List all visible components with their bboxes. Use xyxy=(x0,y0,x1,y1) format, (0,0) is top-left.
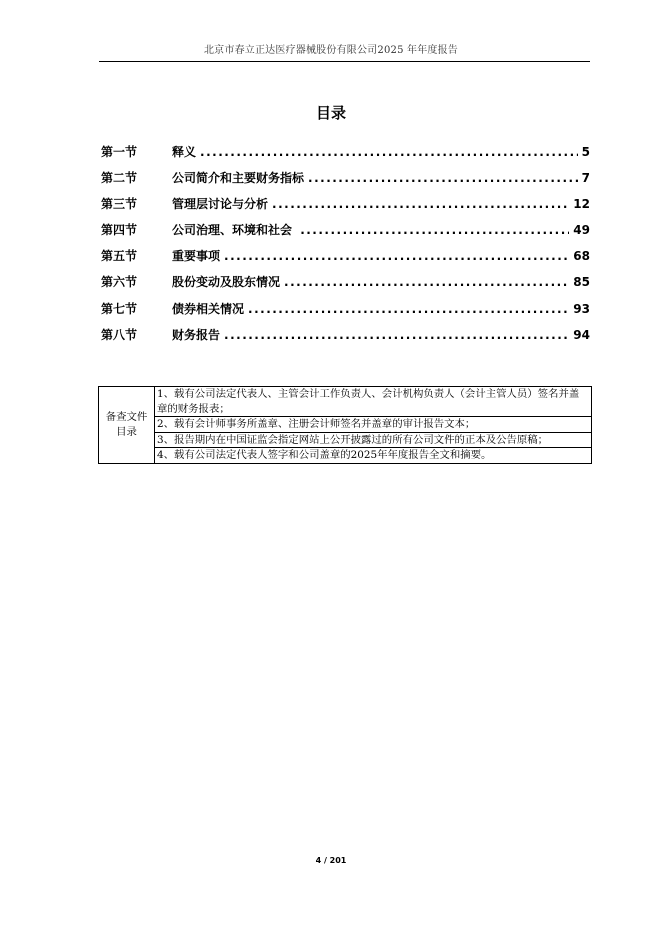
toc-entry[interactable] xyxy=(101,247,590,273)
toc-section-number: 第二节 xyxy=(101,171,138,186)
toc-section-number: 第六节 xyxy=(101,275,138,290)
toc-dot-leader xyxy=(248,300,569,318)
toc-title: 目录 xyxy=(315,104,346,122)
toc-dot-leader xyxy=(224,326,569,344)
toc-page-number: 12 xyxy=(573,197,590,212)
toc-page-number: 94 xyxy=(573,327,590,342)
toc-section-title: 释义 xyxy=(172,145,197,159)
toc-dot-leader xyxy=(200,143,578,161)
toc-section-title: 债券相关情况 xyxy=(172,301,245,316)
toc-page-number: 7 xyxy=(581,171,590,186)
toc-dot-leader xyxy=(224,247,569,265)
toc-entry[interactable] xyxy=(101,195,590,221)
reference-item: 4、载有公司法定代表人签字和公司盖章的2025年年度报告全文和摘要。 xyxy=(155,448,592,464)
toc-section-title: 重要事项 xyxy=(172,249,221,264)
reference-documents-label xyxy=(99,387,155,464)
label-line: 目录 xyxy=(116,425,137,438)
toc-section-title: 财务报告 xyxy=(172,327,221,342)
toc-entry[interactable] xyxy=(101,326,590,352)
toc-page-number: 93 xyxy=(573,301,590,316)
toc-section-number: 第一节 xyxy=(101,145,138,159)
toc-page-number: 5 xyxy=(581,145,590,159)
reference-item: 1、载有公司法定代表人、主管会计工作负责人、会计机构负责人（会计主管人员）签名并盖章的财务报表； xyxy=(155,387,592,417)
toc-section-title: 公司治理、环境和社会 xyxy=(172,223,297,238)
label-line: 备查文件 xyxy=(105,410,148,423)
toc-entry[interactable] xyxy=(101,221,590,247)
table-of-contents xyxy=(101,143,590,352)
reference-documents-table xyxy=(98,386,592,464)
toc-dot-leader xyxy=(272,195,569,213)
toc-page-number: 68 xyxy=(573,249,590,264)
toc-entry[interactable] xyxy=(101,300,590,326)
reference-item: 3、报告期内在中国证监会指定网站上公开披露过的所有公司文件的正本及公告原稿； xyxy=(155,432,592,448)
page-number: 4 / 201 xyxy=(315,856,347,865)
toc-page-number: 85 xyxy=(573,275,590,290)
toc-dot-leader xyxy=(284,273,569,291)
reference-item: 2、载有会计师事务所盖章、注册会计师签名并盖章的审计报告文本； xyxy=(155,417,592,433)
toc-section-number: 第五节 xyxy=(101,249,138,264)
toc-page-number: 49 xyxy=(573,223,590,238)
header-divider xyxy=(99,61,590,62)
toc-section-number: 第三节 xyxy=(101,197,138,212)
toc-section-number: 第四节 xyxy=(101,223,138,238)
toc-dot-leader xyxy=(300,221,569,239)
toc-entry[interactable] xyxy=(101,169,590,195)
toc-entry[interactable] xyxy=(101,273,590,299)
toc-entry[interactable] xyxy=(101,143,590,169)
toc-section-number: 第七节 xyxy=(101,301,138,316)
toc-section-title: 管理层讨论与分析 xyxy=(172,197,269,212)
toc-dot-leader xyxy=(308,169,578,187)
toc-section-number: 第八节 xyxy=(101,327,138,342)
page-header: 北京市春立正达医疗器械股份有限公司2025 年年度报告 xyxy=(203,45,459,56)
toc-section-title: 股份变动及股东情况 xyxy=(172,275,281,290)
toc-section-title: 公司简介和主要财务指标 xyxy=(172,171,305,186)
